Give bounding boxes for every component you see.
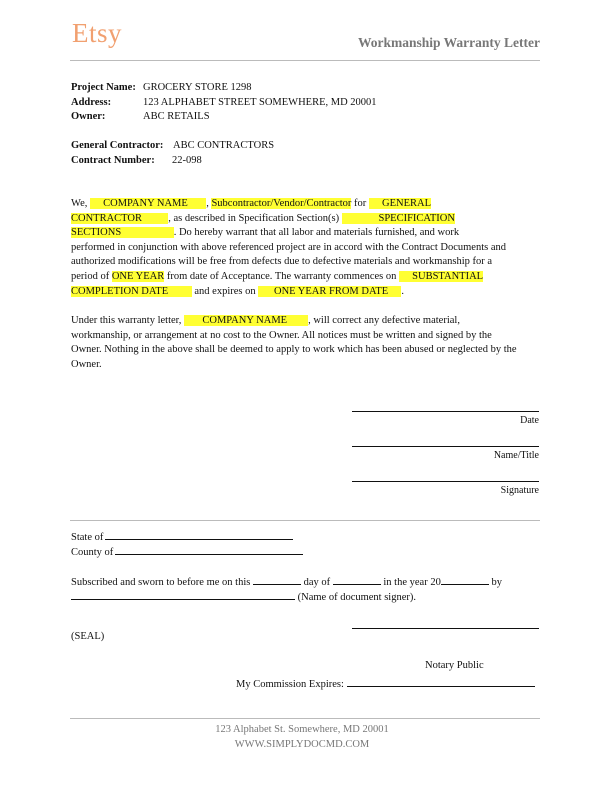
general-contractor-label: General Contractor: — [71, 140, 164, 151]
county-field[interactable] — [115, 544, 303, 555]
text: , — [206, 198, 212, 209]
signer-row — [71, 589, 416, 603]
project-info — [71, 81, 377, 125]
state-label: State of — [71, 532, 104, 543]
commission-row — [236, 676, 535, 690]
contract-number-label: Contract Number: — [71, 154, 155, 166]
owner-label: Owner: — [71, 111, 106, 123]
company-name-field[interactable]: COMPANY NAME — [89, 198, 207, 209]
state-field[interactable] — [105, 529, 293, 540]
text-line: authorized modifications will be free from defects due to defective materials and workmanship for a — [71, 256, 493, 268]
sworn-year-field[interactable] — [441, 574, 489, 585]
substantial-completion-field-cont[interactable]: COMPLETION DATE — [71, 285, 192, 297]
project-name-label: Project Name: — [71, 82, 136, 93]
general-contractor-field-cont[interactable]: CONTRACTOR — [71, 212, 169, 224]
commission-expires-field[interactable] — [347, 676, 535, 687]
sworn-text: day of — [303, 577, 331, 588]
sworn-day-field[interactable] — [253, 574, 301, 585]
seal-label: (SEAL) — [71, 631, 105, 642]
footer-website[interactable]: WWW.SIMPLYDOCMD.COM — [234, 739, 370, 750]
project-name-value: GROCERY STORE 1298 — [143, 82, 252, 93]
text: from date of Acceptance. The warranty commences on — [164, 270, 400, 282]
duration-field[interactable]: ONE YEAR — [111, 270, 165, 282]
county-row — [71, 544, 303, 558]
substantial-completion-field[interactable]: SUBSTANTIAL — [399, 270, 484, 282]
contract-info — [71, 139, 274, 168]
text: We, — [71, 198, 90, 209]
text-line: workmanship, or arrangement at no cost to the Owner. All notices must be written and signed by the — [71, 329, 492, 341]
commission-label: My Commission Expires: — [236, 679, 344, 690]
text-line: Owner. — [71, 358, 102, 370]
text: for — [351, 198, 369, 209]
sworn-text: in the year 20 — [383, 577, 441, 588]
notary-signature-line[interactable] — [352, 628, 539, 629]
date-line[interactable] — [352, 411, 539, 412]
footer-address: 123 Alphabet St. Somewhere, MD 20001 — [215, 724, 389, 735]
header-divider — [70, 60, 540, 61]
text: period of — [71, 270, 112, 282]
warranty-paragraph — [71, 197, 541, 299]
name-title-caption: Name/Title — [493, 450, 539, 461]
footer-divider — [70, 718, 540, 719]
text: . Do hereby warrant that all labor and materials furnished, and work — [173, 227, 460, 239]
text: , as described in Specification Section(s) — [168, 212, 342, 224]
text-line: performed in conjunction with above referenced project are in accord with the Contract Documents and — [71, 241, 506, 253]
text: and expires on — [191, 285, 259, 297]
company-name-field-2[interactable]: COMPANY NAME — [184, 315, 309, 326]
specification-field[interactable]: SPECIFICATION — [341, 212, 455, 224]
address-value: 123 ALPHABET STREET SOMEWHERE, MD 20001 — [143, 96, 377, 108]
signer-text: (Name of document signer). — [297, 592, 417, 603]
sworn-month-field[interactable] — [333, 574, 381, 585]
contract-number-value: 22-098 — [172, 154, 202, 166]
expiration-field[interactable]: ONE YEAR FROM DATE — [258, 285, 402, 297]
document-title: Workmanship Warranty Letter — [358, 35, 540, 50]
text: Under this warranty letter, — [71, 315, 184, 326]
county-label: County of — [71, 547, 114, 558]
signer-name-field[interactable] — [71, 589, 295, 600]
signature-caption: Signature — [500, 485, 539, 496]
sworn-row — [71, 574, 502, 588]
general-contractor-field[interactable]: GENERAL — [368, 198, 432, 209]
text: . — [401, 285, 404, 297]
sub-type-field[interactable]: Subcontractor/Vendor/Contractor — [211, 198, 352, 209]
address-label: Address: — [71, 96, 112, 108]
notary-public-label: Notary Public — [425, 660, 484, 671]
general-contractor-value: ABC CONTRACTORS — [173, 140, 275, 151]
section-divider — [70, 520, 540, 521]
sworn-text: by — [491, 577, 502, 588]
sworn-text: Subscribed and sworn to before me on this — [71, 577, 251, 588]
brand-logo: Etsy — [72, 18, 123, 48]
name-title-line[interactable] — [352, 446, 539, 447]
state-row — [71, 529, 293, 543]
owner-value: ABC RETAILS — [143, 111, 210, 123]
correction-paragraph — [71, 314, 541, 372]
text: , will correct any defective material, — [308, 315, 460, 326]
signature-line[interactable] — [352, 481, 539, 482]
specification-field-cont[interactable]: SECTIONS — [71, 227, 174, 239]
text-line: Owner. Nothing in the above shall be deemed to apply to work which has been abused or neglected by the — [71, 344, 517, 356]
date-caption: Date — [520, 415, 539, 426]
